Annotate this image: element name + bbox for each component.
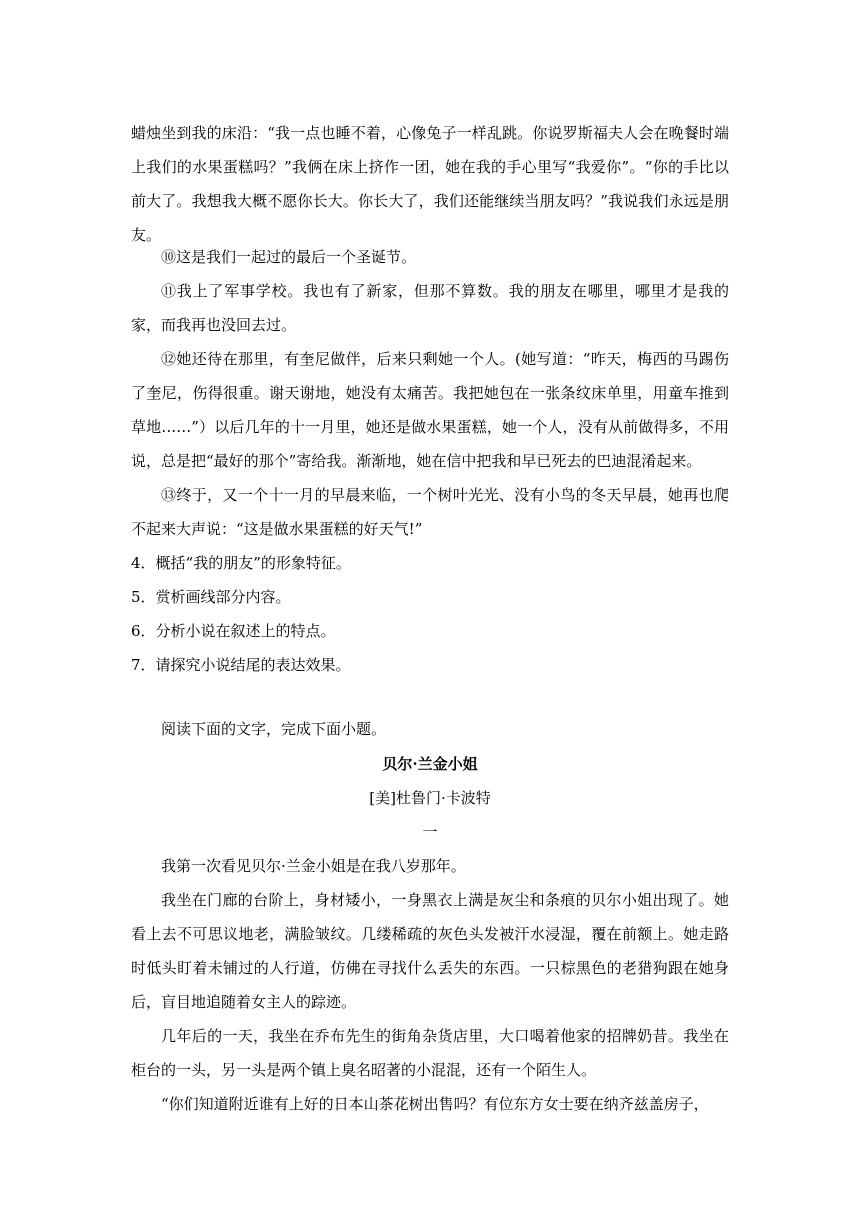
- story-paragraph-2: 我坐在门廊的台阶上，身材矮小，一身黑衣上满是灰尘和条痕的贝尔小姐出现了。她看上去不可思议地老，满脸皱纹。几缕稀疏的灰色头发被汗水浸湿，覆在前额上。她走路时低头盯着未铺过的人行道，仿佛在寻找什么丢失的东西。一只棕黑色的老猎狗跟在她身后，盲目地追随着女主人的踪迹。: [131, 891, 729, 1011]
- question-4: 4．概括“我的朋友”的形象特征。: [131, 554, 351, 572]
- story-title: 贝尔·兰金小姐: [382, 755, 478, 773]
- paragraph-9-continued: 蜡烛坐到我的床沿：“我一点也睡不着，心像兔子一样乱跳。你说罗斯福夫人会在晚餐时端上我们的水果蛋糕吗？”我俩在床上挤作一团，她在我的手心里写“我爱你”。“你的手比以前大了。我想我大概不愿你长大。你长大了，我们还能继续当朋友吗？”我说我们永远是朋友。: [131, 124, 729, 244]
- paragraph-11: ⑪我上了军事学校。我也有了新家，但那不算数。我的朋友在哪里，哪里才是我的家，而我再也没回去过。: [131, 282, 729, 334]
- story-author: [美]杜鲁门·卡波特: [369, 789, 491, 807]
- question-7: 7．请探究小说结尾的表达效果。: [131, 656, 351, 674]
- story-paragraph-1: 我第一次看见贝尔·兰金小姐是在我八岁那年。: [161, 857, 466, 875]
- question-5: 5．赏析画线部分内容。: [131, 588, 291, 606]
- paragraph-10: ⑩这是我们一起过的最后一个圣诞节。: [161, 248, 417, 266]
- question-6: 6．分析小说在叙述上的特点。: [131, 622, 336, 640]
- reading-instruction: 阅读下面的文字，完成下面小题。: [161, 720, 387, 738]
- section-number: 一: [422, 823, 438, 841]
- story-paragraph-3: 几年后的一天，我坐在乔布先生的街角杂货店里，大口喝着他家的招牌奶昔。我坐在柜台的一头，另一头是两个镇上臭名昭著的小混混，还有一个陌生人。: [131, 1027, 729, 1079]
- paragraph-13: ⑬终于，又一个十一月的早晨来临，一个树叶光光、没有小鸟的冬天早晨，她再也爬不起来大声说：“这是做水果蛋糕的好天气!”: [131, 486, 729, 538]
- paragraph-12: ⑫她还待在那里，有奎尼做伴，后来只剩她一个人。(她写道：“昨天，梅西的马踢伤了奎尼，伤得很重。谢天谢地，她没有太痛苦。我把她包在一张条纹床单里，用童车推到草地……”）以后几年的十一月里，她还是做水果蛋糕，她一个人，没有从前做得多，不用说，总是把“最好的那个”寄给我。渐渐地，她在信中把我和早已死去的巴迪混淆起来。: [131, 350, 729, 470]
- story-paragraph-4: “你们知道附近谁有上好的日本山茶花树出售吗？有位东方女士要在纳齐兹盖房子，: [161, 1095, 709, 1113]
